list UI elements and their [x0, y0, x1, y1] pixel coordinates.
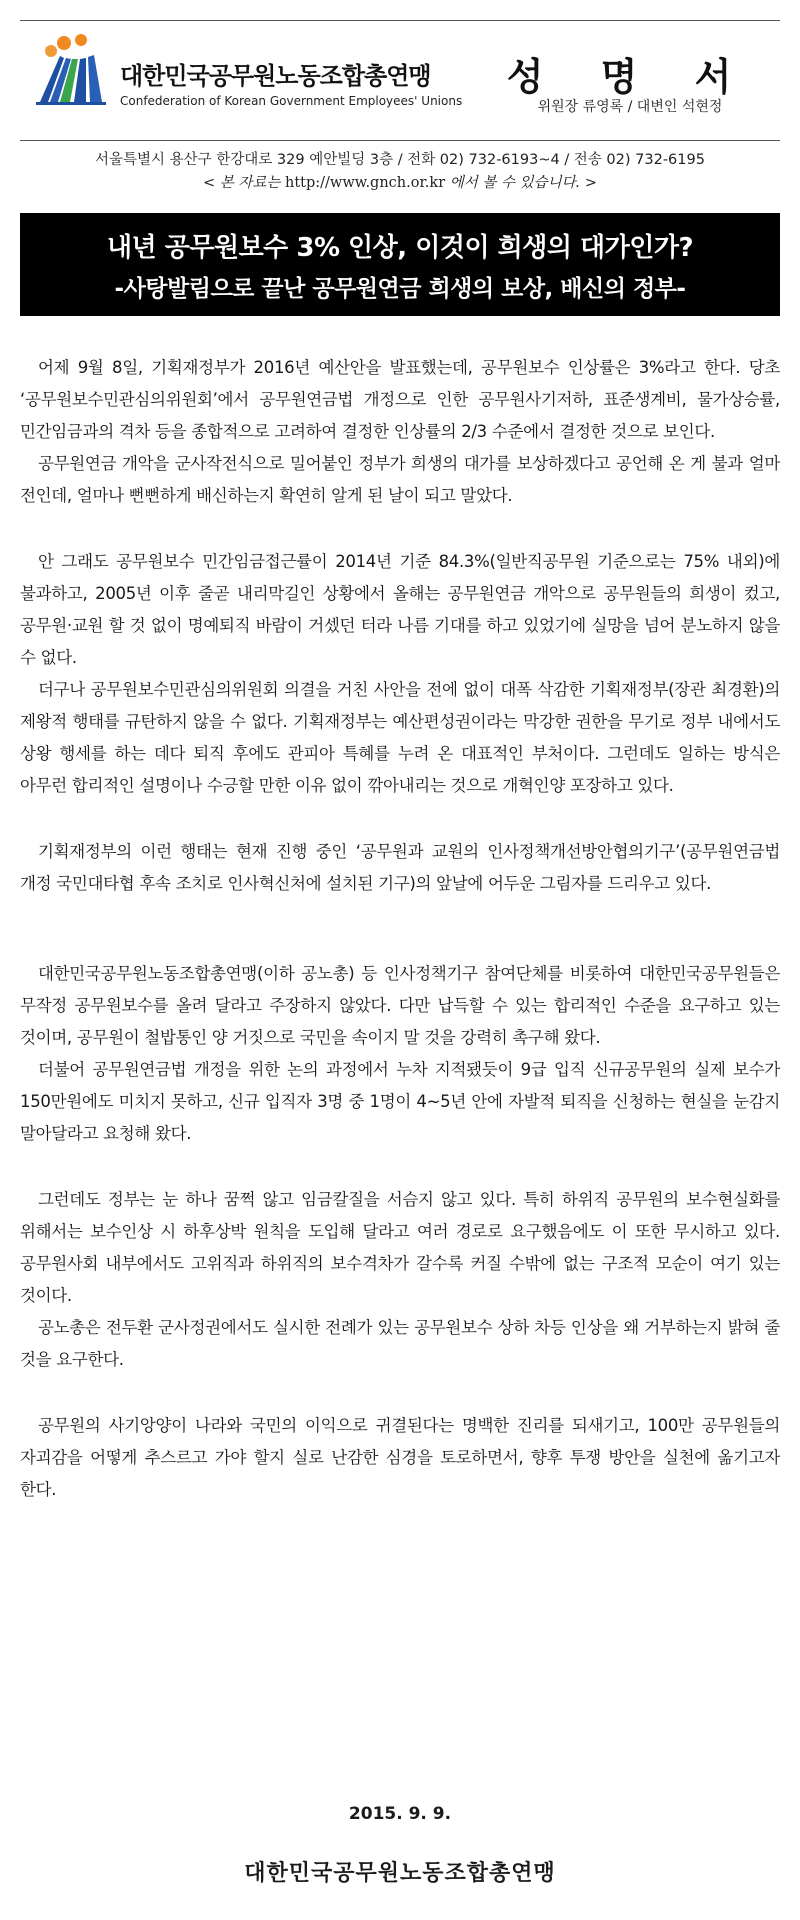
headline-banner [20, 213, 780, 316]
headline: 내년 공무원보수 3% 인상, 이것이 희생의 대가인가? [106, 233, 694, 263]
notice-prefix: < 본 자료는 [202, 175, 281, 191]
letterhead [20, 24, 780, 134]
union-logo-icon [34, 34, 108, 106]
paragraph-5: 기획재정부의 이런 행태는 현재 진행 중인 ‘공무원과 교원의 인사정책개선방안협의기구’(공무원연금법 개정 국민대타협 후속 조치로 인사혁신처에 설치된 기구)의 앞날에 어두운 그림자를 드리우고 있다. [20, 842, 780, 893]
paragraph-4: 더구나 공무원보수민관심의위원회 의결을 거친 사안을 전에 없이 대폭 삭감한 기획재정부(장관 최경환)의 제왕적 행태를 규탄하지 않을 수 없다. 기획재정부는 예산편성권이라는 막강한 권한을 무기로 정부 내에서도 상왕 행세를 하는 데다 퇴직 후에도 관피아 특혜를 누려 온 대표적인 부처이다. 그런데도 일하는 방식은 아무런 합리적인 설명이나 수긍할 만한 이유 없이 깎아내리는 것으로 개혁인양 포장하고 있다. [20, 680, 780, 795]
notice-suffix: 에서 볼 수 있습니다. > [449, 175, 598, 191]
paragraph-9: 공노총은 전두환 군사정권에서도 실시한 전례가 있는 공무원보수 상하 차등 인상을 왜 거부하는지 밝혀 줄 것을 요구한다. [20, 1318, 780, 1369]
paragraph-3: 안 그래도 공무원보수 민간임금접근률이 2014년 기준 84.3%(일반직공무원 기준으로는 75% 내외)에 불과하고, 2005년 이후 줄곧 내리막길인 상황에서 올해는 공무원연금 개악으로 공무원들의 희생이 컸고, 공무원·교원 할 것 없이 명예퇴직 바람이 거셌던 터라 나름 기대를 하고 있었기에 실망을 넘어 분노하지 않을 수 없다. [20, 552, 780, 667]
paragraph-10: 공무원의 사기앙양이 나라와 국민의 이익으로 귀결된다는 명백한 진리를 되새기고, 100만 공무원들의 자괴감을 어떻게 추스르고 가야 할지 실로 난감한 심경을 토로하면서, 향후 투쟁 방안을 실천에 옮기고자 한다. [20, 1416, 780, 1499]
paragraph-8: 그런데도 정부는 눈 하나 꿈쩍 않고 임금칼질을 서슴지 않고 있다. 특히 하위직 공무원의 보수현실화를 위해서는 보수인상 시 하후상박 원칙을 도입해 달라고 여러 경로로 요구했음에도 이 또한 무시하고 있다. 공무원사회 내부에서도 고위직과 하위직의 보수격차가 갈수록 커질 수밖에 없는 구조적 모순이 여기 있는 것이다. [20, 1190, 780, 1305]
document-type-title: 성 명 서 [506, 54, 754, 99]
statement-body [20, 352, 780, 1506]
officials-line: 위원장 류영록 / 대변인 석현정 [537, 99, 723, 115]
footer-org-name: 대한민국공무원노동조합총연맹 [244, 1861, 556, 1886]
contact-address: 서울특별시 용산구 한강대로 329 예안빌딩 3층 / 전화 02) 732-6193~4 / 전송 02) 732-6195 [95, 152, 705, 168]
header-divider [20, 140, 780, 141]
subheadline: -사탕발림으로 끝난 공무원연금 희생의 보상, 배신의 정부- [114, 276, 686, 302]
top-rule [20, 20, 780, 21]
org-name-korean: 대한민국공무원노동조합총연맹 [120, 62, 431, 90]
paragraph-7: 더불어 공무원연금법 개정을 위한 논의 과정에서 누차 지적됐듯이 9급 입직 신규공무원의 실제 보수가 150만원에도 미치지 못하고, 신규 입직자 3명 중 1명이 4~5년 안에 자발적 퇴직을 신청하는 현실을 눈감지 말아달라고 요청해 왔다. [20, 1060, 780, 1143]
paragraph-2: 공무원연금 개악을 군사작전식으로 밀어붙인 정부가 희생의 대가를 보상하겠다고 공언해 온 게 불과 얼마 전인데, 얼마나 뻔뻔하게 배신하는지 확연히 알게 된 날이 되고 말았다. [20, 454, 780, 505]
org-name-english: Confederation of Korean Government Employees' Unions [120, 94, 463, 108]
statement-date: 2015. 9. 9. [348, 1804, 452, 1824]
paragraph-1: 어제 9월 8일, 기획재정부가 2016년 예산안을 발표했는데, 공무원보수 인상률은 3%라고 한다. 당초 ‘공무원보수민관심의위원회’에서 공무원연금법 개정으로 인한 공무원사기저하, 표준생계비, 물가상승률, 민간임금과의 격차 등을 종합적으로 고려하여 결정한 인상률의 2/3 수준에서 결정한 것으로 보인다. [20, 358, 780, 441]
website-link[interactable]: http://www.gnch.or.kr [285, 175, 446, 191]
paragraph-6: 대한민국공무원노동조합총연맹(이하 공노총) 등 인사정책기구 참여단체를 비롯하여 대한민국공무원들은 무작정 공무원보수를 올려 달라고 주장하지 않았다. 다만 납득할 수 있는 합리적인 수준을 요구하고 있는 것이며, 공무원이 철밥통인 양 거짓으로 국민을 속이지 말 것을 강력히 촉구해 왔다. [20, 964, 780, 1047]
website-notice [20, 171, 780, 192]
